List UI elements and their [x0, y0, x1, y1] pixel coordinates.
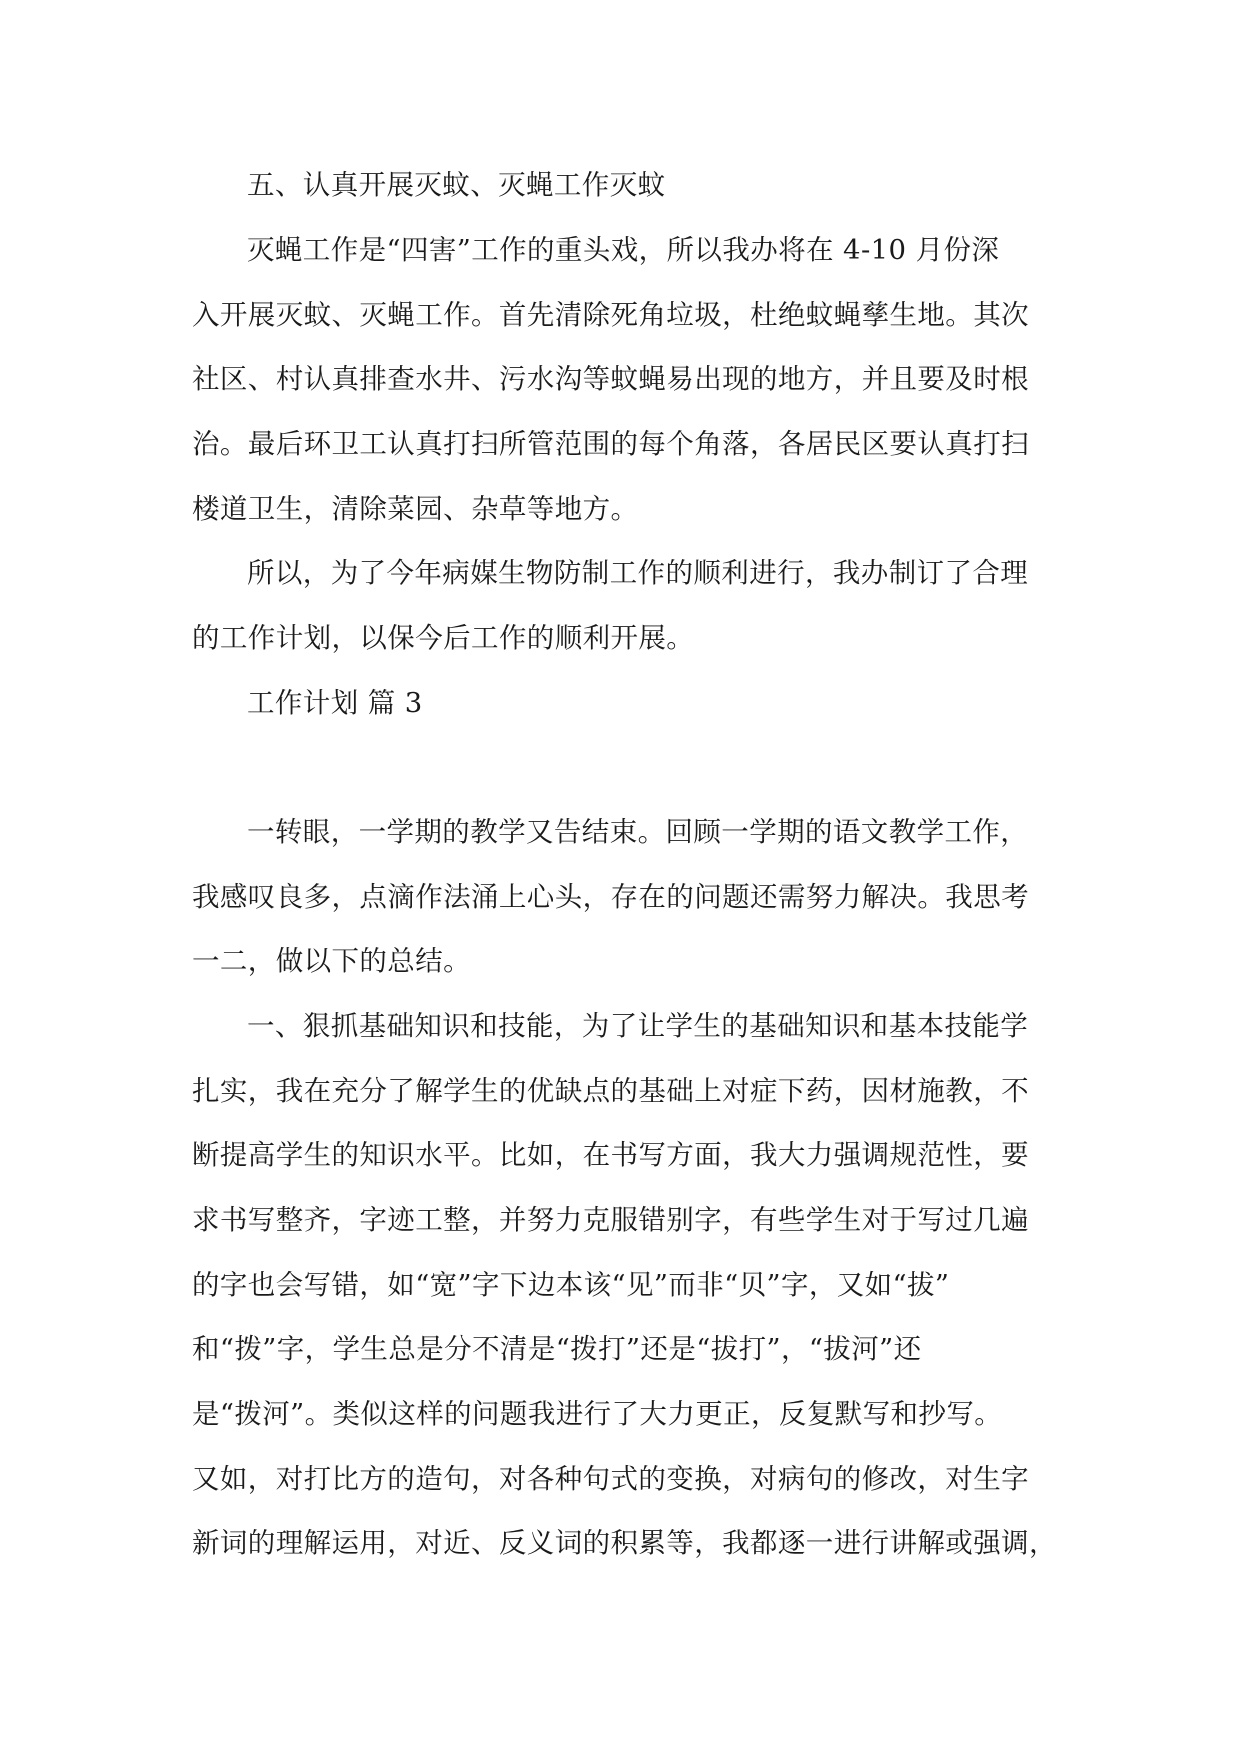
paragraph-line: 又如，对打比方的造句，对各种句式的变换，对病句的修改，对生字	[192, 1463, 1029, 1495]
paragraph-line: 我感叹良多，点滴作法涌上心头，存在的问题还需努力解决。我思考	[192, 881, 1029, 913]
paragraph-line: 的字也会写错，如“宽”字下边本该“见”而非“贝”字，又如“拔”	[192, 1269, 950, 1301]
section-title-plan-3: 工作计划 篇 3	[247, 687, 423, 719]
paragraph-line: 和“拨”字，学生总是分不清是“拨打”还是“拔打”，“拔河”还	[192, 1333, 922, 1365]
paragraph-line: 楼道卫生，清除菜园、杂草等地方。	[192, 493, 639, 525]
section-heading-five: 五、认真开展灭蚊、灭蝇工作灭蚊	[247, 169, 666, 201]
paragraph-line: 一转眼，一学期的教学又告结束。回顾一学期的语文教学工作，	[247, 816, 1029, 848]
paragraph-line: 治。最后环卫工认真打扫所管范围的每个角落，各居民区要认真打扫	[192, 428, 1029, 460]
paragraph-line: 的工作计划，以保今后工作的顺利开展。	[192, 622, 695, 654]
paragraph-line: 是“拨河”。类似这样的问题我进行了大力更正，反复默写和抄写。	[192, 1398, 1003, 1430]
paragraph-line: 求书写整齐，字迹工整，并努力克服错别字，有些学生对于写过几遍	[192, 1204, 1029, 1236]
paragraph-line: 断提高学生的知识水平。比如，在书写方面，我大力强调规范性，要	[192, 1139, 1029, 1171]
paragraph-line: 新词的理解运用，对近、反义词的积累等，我都逐一进行讲解或强调，	[192, 1527, 1057, 1559]
paragraph-line: 社区、村认真排查水井、污水沟等蚊蝇易出现的地方，并且要及时根	[192, 363, 1029, 395]
paragraph-line: 扎实，我在充分了解学生的优缺点的基础上对症下药，因材施教，不	[192, 1075, 1029, 1107]
paragraph-line: 一、狠抓基础知识和技能，为了让学生的基础知识和基本技能学	[247, 1010, 1029, 1042]
paragraph-line: 灭蝇工作是“四害”工作的重头戏，所以我办将在 4-10 月份深	[247, 234, 1000, 266]
paragraph-line: 所以，为了今年病媒生物防制工作的顺利进行，我办制订了合理	[247, 557, 1029, 589]
paragraph-line: 入开展灭蚊、灭蝇工作。首先清除死角垃圾，杜绝蚊蝇孳生地。其次	[192, 299, 1029, 331]
paragraph-line: 一二，做以下的总结。	[192, 945, 471, 977]
